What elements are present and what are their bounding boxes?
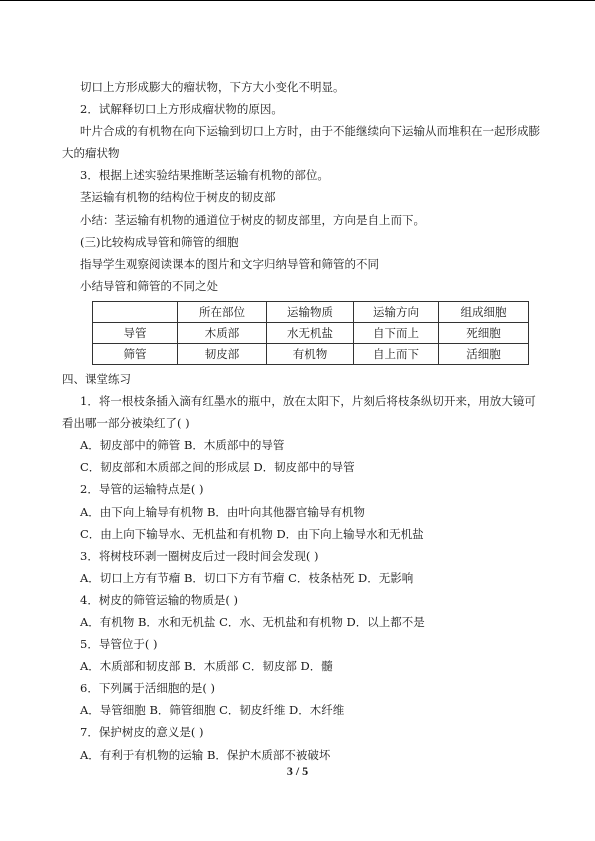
table-cell: 木质部 xyxy=(178,322,267,343)
table-cell: 死细胞 xyxy=(439,322,529,343)
header-rule xyxy=(0,0,595,1)
answer-2: 叶片合成的有机物在向下运输到切口上方时，由于不能继续向下运输从而堆积在一起形成膨大的瘤状物 xyxy=(62,124,540,161)
exercise-question-5: 5．导管位于( ) xyxy=(80,637,158,652)
table-header-cell: 所在部位 xyxy=(178,301,267,322)
table-row xyxy=(93,322,529,343)
exercise-question-4: 4．树皮的筛管运输的物质是( ) xyxy=(80,592,238,607)
exercise-options: A．由下向上输导有机物 B．由叶向其他器官输导有机物 xyxy=(80,504,365,519)
exercise-question-1: 1．将一根枝条插入滴有红墨水的瓶中，放在太阳下，片刻后将枝条纵切开来，用放大镜可看出哪一部分被染红了( ) xyxy=(62,394,536,431)
table-caption: 小结导管和筛管的不同之处 xyxy=(80,278,218,293)
table-header-cell: 组成细胞 xyxy=(439,301,529,322)
table-cell: 韧皮部 xyxy=(178,343,267,364)
exercise-options: C．由上向下输导水、无机盐和有机物 D．由下向上输导水和无机盐 xyxy=(80,526,424,541)
page-number: 3 / 5 xyxy=(286,764,309,778)
summary: 小结：茎运输有机物的通道位于树皮的韧皮部里，方向是自上而下。 xyxy=(80,212,425,227)
page-content xyxy=(62,76,540,766)
question-2: 2．试解释切口上方形成瘤状物的原因。 xyxy=(80,102,283,117)
table-row xyxy=(93,343,529,364)
exercise-question-7: 7．保护树皮的意义是( ) xyxy=(80,725,204,740)
exercise-options: A．导管细胞 B．筛管细胞 C．韧皮纤维 D．木纤维 xyxy=(80,703,345,718)
exercise-question-2: 2．导管的运输特点是( ) xyxy=(80,482,204,497)
exercise-options: A．木质部和韧皮部 B．木质部 C．韧皮部 D．髓 xyxy=(80,659,333,674)
table-header-cell: 运输方向 xyxy=(354,301,439,322)
table-cell: 有机物 xyxy=(267,343,354,364)
table-cell: 活细胞 xyxy=(439,343,529,364)
table-cell: 自下而上 xyxy=(354,322,439,343)
exercise-question-6: 6．下列属于活细胞的是( ) xyxy=(80,681,215,696)
paragraph: 切口上方形成膨大的瘤状物，下方大小变化不明显。 xyxy=(80,80,345,94)
table-cell: 筛管 xyxy=(93,343,178,364)
table-cell: 自上而下 xyxy=(354,343,439,364)
instruction: 指导学生观察阅读课本的图片和文字归纳导管和筛管的不同 xyxy=(80,256,379,271)
exercise-options: A．切口上方有节瘤 B．切口下方有节瘤 C．枝条枯死 D．无影响 xyxy=(80,570,414,585)
table-header-cell: 运输物质 xyxy=(267,301,354,322)
table-cell: 导管 xyxy=(93,322,178,343)
exercise-options: A．有机物 B．水和无机盐 C．水、无机盐和有机物 D．以上都不是 xyxy=(80,614,425,629)
answer-3: 茎运输有机物的结构位于树皮的韧皮部 xyxy=(80,190,276,205)
exercise-options: A．有利于有机物的运输 B．保护木质部不被破坏 xyxy=(80,747,331,762)
exercise-options: C．韧皮部和木质部之间的形成层 D．韧皮部中的导管 xyxy=(80,460,355,475)
table-cell: 水无机盐 xyxy=(267,322,354,343)
section-title: 四、课堂练习 xyxy=(62,371,131,386)
question-3: 3．根据上述实验结果推断茎运输有机物的部位。 xyxy=(80,168,329,183)
table-header-row xyxy=(93,301,529,322)
exercise-options: A．韧皮部中的筛管 B．木质部中的导管 xyxy=(80,438,285,453)
exercise-question-3: 3．将树枝环剥一圈树皮后过一段时间会发现( ) xyxy=(80,548,319,563)
comparison-table xyxy=(92,301,529,365)
subsection-title: (三)比较构成导管和筛管的细胞 xyxy=(80,234,239,249)
table-header-cell xyxy=(93,301,178,322)
